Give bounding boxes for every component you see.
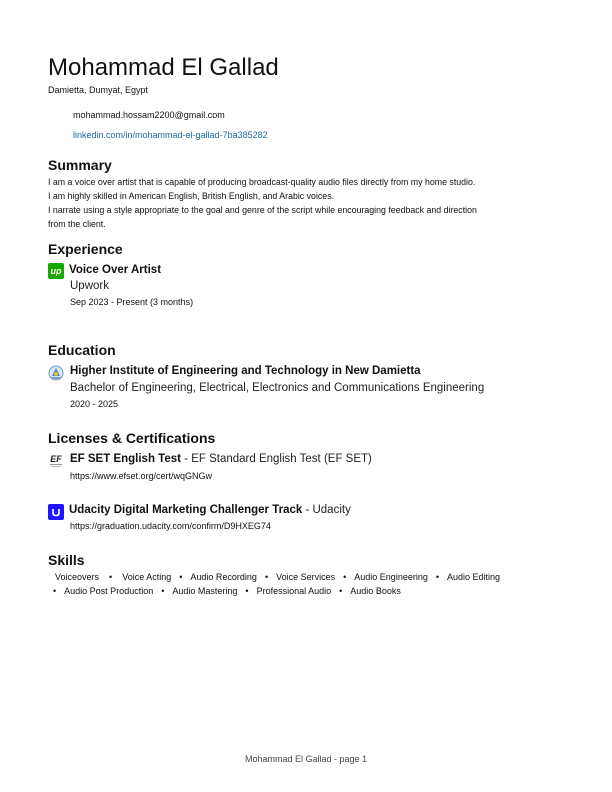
company-name: Upwork [70, 280, 109, 292]
separator: • [53, 586, 57, 596]
education-dates: 2020 - 2025 [70, 399, 119, 409]
education-heading: Education [48, 342, 116, 358]
skill-item: Professional Audio [256, 586, 332, 596]
upwork-logo-icon: up [48, 263, 64, 279]
summary-heading: Summary [48, 157, 112, 173]
cert-name: Udacity Digital Marketing Challenger Track [69, 504, 303, 516]
ef-logo-icon: EF [48, 453, 64, 469]
cert-url[interactable]: https://graduation.udacity.com/confirm/D9HXEG74 [70, 521, 271, 531]
skill-item: Voice Services [276, 572, 336, 582]
cert-issuer: - Udacity [302, 504, 351, 516]
separator: • [339, 586, 343, 596]
separator: • [179, 572, 183, 582]
school-name: Higher Institute of Engineering and Technology in New Damietta [70, 365, 421, 377]
job-dates: Sep 2023 - Present (3 months) [70, 297, 194, 307]
skill-item: Audio Books [350, 586, 401, 596]
separator: • [245, 586, 249, 596]
summary-line: I am a voice over artist that is capable of producing broadcast-quality audio files directly from my home studio. [48, 177, 476, 187]
skill-item: Audio Post Production [64, 586, 154, 596]
cert-ef [70, 453, 372, 465]
certifications-heading: Licenses & Certifications [48, 430, 216, 446]
separator: • [161, 586, 165, 596]
skill-item: Voiceovers [55, 572, 100, 582]
linkedin-link[interactable]: linkedin.com/in/mohammad-el-gallad-7ba385282 [73, 130, 268, 140]
skills-list [48, 570, 558, 598]
institute-crest-icon [48, 365, 64, 381]
experience-heading: Experience [48, 241, 123, 257]
cert-issuer: - EF Standard English Test (EF SET) [180, 453, 372, 465]
skill-item: Audio Recording [190, 572, 257, 582]
email-address[interactable]: mohammad.hossam2200@gmail.com [73, 110, 225, 120]
summary-line: I narrate using a style appropriate to the goal and genre of the script while encouraging feedback and direction [48, 205, 477, 215]
cert-udacity [69, 504, 351, 516]
separator: • [264, 572, 269, 582]
cert-url[interactable]: https://www.efset.org/cert/wqGNGw [70, 471, 213, 481]
skill-item: Voice Acting [122, 572, 172, 582]
separator: • [435, 572, 439, 582]
location: Damietta, Dumyat, Egypt [48, 85, 149, 95]
page-footer: Mohammad El Gallad - page 1 [244, 754, 368, 764]
job-title: Voice Over Artist [69, 264, 162, 276]
summary-line: I am highly skilled in American English, British English, and Arabic voices. [48, 191, 335, 201]
udacity-logo-icon [48, 504, 64, 520]
degree-name: Bachelor of Engineering, Electrical, Electronics and Communications Engineering [70, 382, 485, 394]
skill-item: Audio Engineering [354, 572, 428, 582]
skills-heading: Skills [48, 552, 85, 568]
summary-line: from the client. [48, 219, 106, 229]
skill-item: Audio Editing [447, 572, 501, 582]
separator: • [109, 572, 113, 582]
candidate-name: Mohammad El Gallad [48, 54, 279, 81]
cert-name: EF SET English Test [70, 453, 181, 465]
summary-text [48, 175, 548, 231]
skill-item: Audio Mastering [172, 586, 238, 596]
separator: • [343, 572, 347, 582]
